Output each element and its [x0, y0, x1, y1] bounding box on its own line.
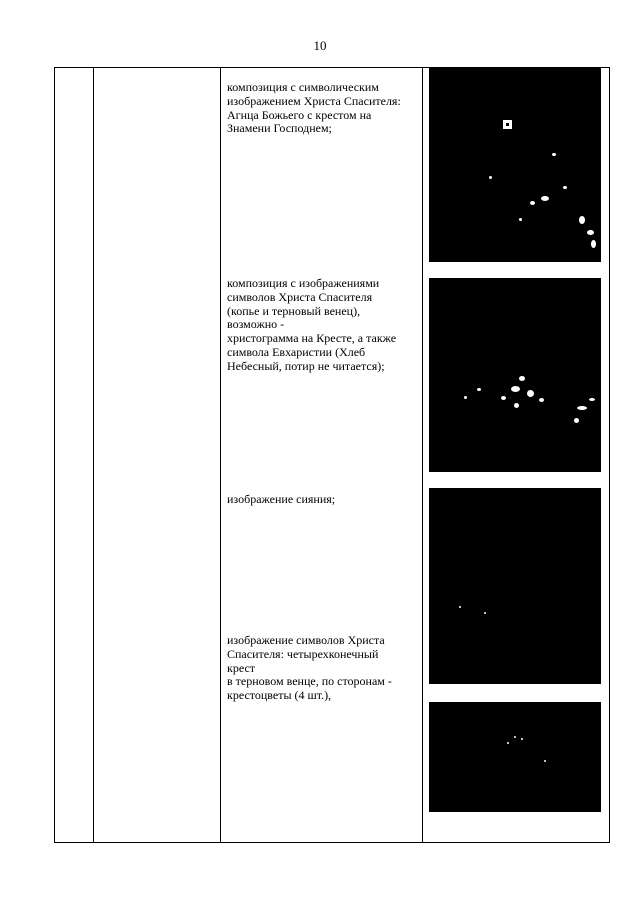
entry-description: композиция с символическим изображением Христа Спасителя: Агнца Божьего с крестом на Знамени Господнем; — [227, 80, 401, 136]
light-speck — [514, 403, 519, 408]
light-speck — [589, 398, 595, 401]
light-speck — [539, 398, 544, 402]
light-speck — [563, 186, 567, 189]
column-divider — [93, 68, 94, 842]
document-table — [54, 67, 610, 843]
photo-cross-in-wreath — [429, 702, 601, 812]
light-speck — [477, 388, 481, 391]
light-speck — [519, 218, 522, 221]
entry-description: изображение символов Христа Спасителя: четырехконечный крест в терновом венце, по сторонам - крестоцветы (4 шт.), — [227, 633, 392, 703]
light-speck — [552, 153, 556, 156]
column-divider — [422, 68, 423, 842]
photo-radiance — [429, 488, 601, 684]
light-speck — [511, 386, 520, 392]
photo-christ-symbols — [429, 278, 601, 472]
light-marker — [503, 120, 512, 129]
light-speck — [544, 760, 546, 762]
light-speck — [464, 396, 467, 399]
light-speck — [507, 742, 509, 744]
entry-description: изображение сияния; — [227, 492, 336, 506]
light-speck — [489, 176, 492, 179]
light-speck — [530, 201, 535, 205]
light-speck — [514, 736, 516, 738]
light-speck — [591, 240, 596, 248]
photo-lamb-composition — [429, 68, 601, 262]
light-speck — [541, 196, 549, 201]
light-speck — [501, 396, 506, 400]
light-speck — [527, 390, 534, 397]
light-speck — [519, 376, 525, 381]
light-speck — [579, 216, 585, 224]
light-speck — [574, 418, 579, 423]
entry-description: композиция с изображениями символов Христа Спасителя (копье и терновый венец), возможно - христограмма на Кресте, а также символа Евхаристии (Хлеб Небесный, потир не читается); — [227, 276, 397, 373]
light-speck — [577, 406, 587, 410]
light-speck — [459, 606, 461, 608]
light-speck — [587, 230, 594, 235]
light-speck — [484, 612, 486, 614]
page-number: 10 — [313, 38, 327, 53]
light-speck — [521, 738, 523, 740]
column-divider — [220, 68, 221, 842]
